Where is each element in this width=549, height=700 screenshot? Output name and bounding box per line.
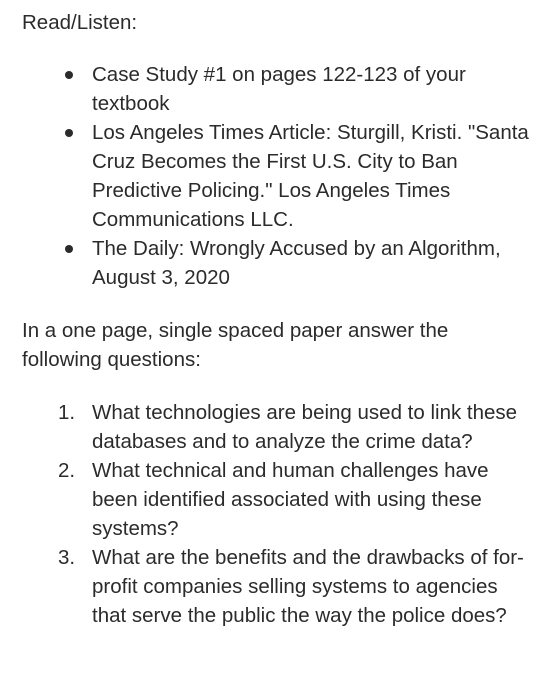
list-item <box>92 118 532 234</box>
question-number: 1. <box>58 401 76 424</box>
bullet-icon <box>65 71 73 79</box>
question-item <box>58 456 532 543</box>
reading-list <box>92 60 532 292</box>
question-text: What are the benefits and the drawbacks of for-profit companies selling systems to agencies that serve the public the way the police does? <box>92 546 524 627</box>
question-text: What technologies are being used to link these databases and to analyze the crime data? <box>92 401 518 453</box>
question-list <box>58 398 532 630</box>
list-item-text: Los Angeles Times Article: Sturgill, Kristi. "Santa Cruz Becomes the First U.S. City to Ban Predictive Policing." Los Angeles Times Communications LLC. <box>92 121 529 231</box>
question-number: 3. <box>58 546 76 569</box>
read-listen-heading: Read/Listen: <box>22 11 138 34</box>
bullet-icon <box>65 245 73 253</box>
question-number: 2. <box>58 459 76 482</box>
list-item-text: The Daily: Wrongly Accused by an Algorithm, August 3, 2020 <box>92 237 501 289</box>
question-item <box>58 398 532 456</box>
list-item <box>92 234 532 292</box>
list-item <box>92 60 532 118</box>
question-text: What technical and human challenges have been identified associated with using these systems? <box>92 459 489 540</box>
list-item-text: Case Study #1 on pages 122-123 of your textbook <box>92 63 466 115</box>
bullet-icon <box>65 129 73 137</box>
instructions-paragraph: In a one page, single spaced paper answer the following questions: <box>22 319 449 371</box>
question-item <box>58 543 532 630</box>
